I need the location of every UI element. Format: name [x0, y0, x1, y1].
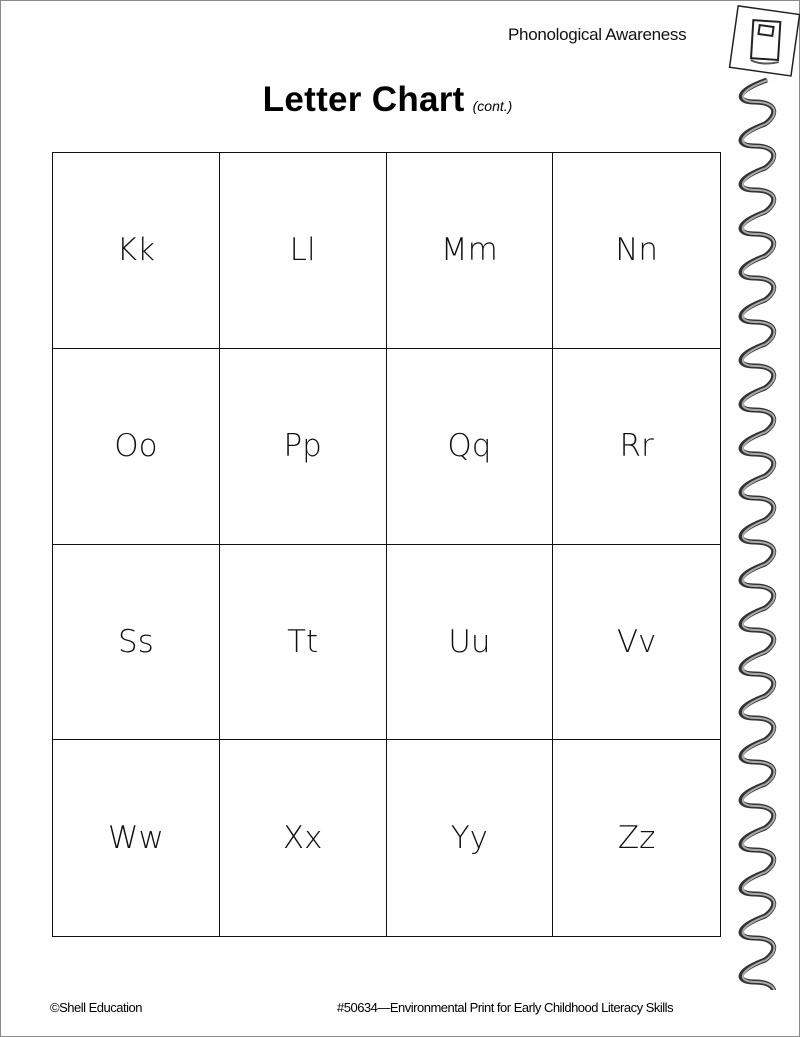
letter-cell: Ll: [220, 153, 387, 349]
letter-cell: Nn: [553, 153, 720, 349]
letter-cell: Rr: [553, 349, 720, 545]
footer-copyright: ©Shell Education: [50, 1000, 142, 1015]
letter-cell: Mm: [387, 153, 554, 349]
letter-cell: Qq: [387, 349, 554, 545]
letter-cell: Yy: [387, 740, 554, 936]
letter-cell: Kk: [53, 153, 220, 349]
page-title: [0, 80, 775, 120]
letter-cell: Uu: [387, 545, 554, 741]
footer-product: #50634—Environmental Print for Early Childhood Literacy Skills: [337, 1000, 674, 1015]
section-label: Phonological Awareness: [508, 25, 687, 44]
letter-cell: Vv: [553, 545, 720, 741]
letter-grid: [52, 152, 721, 937]
title-sub: (cont.): [472, 98, 513, 114]
letter-cell: Xx: [220, 740, 387, 936]
title-main: Letter Chart: [262, 80, 465, 119]
letter-cell: Ss: [53, 545, 220, 741]
letter-cell: Oo: [53, 349, 220, 545]
letter-cell: Zz: [617, 820, 656, 857]
letter-cell: Pp: [220, 349, 387, 545]
book-ribbon-icon: [725, 0, 800, 990]
letter-cell: Ww: [53, 740, 220, 936]
letter-cell: Tt: [220, 545, 387, 741]
